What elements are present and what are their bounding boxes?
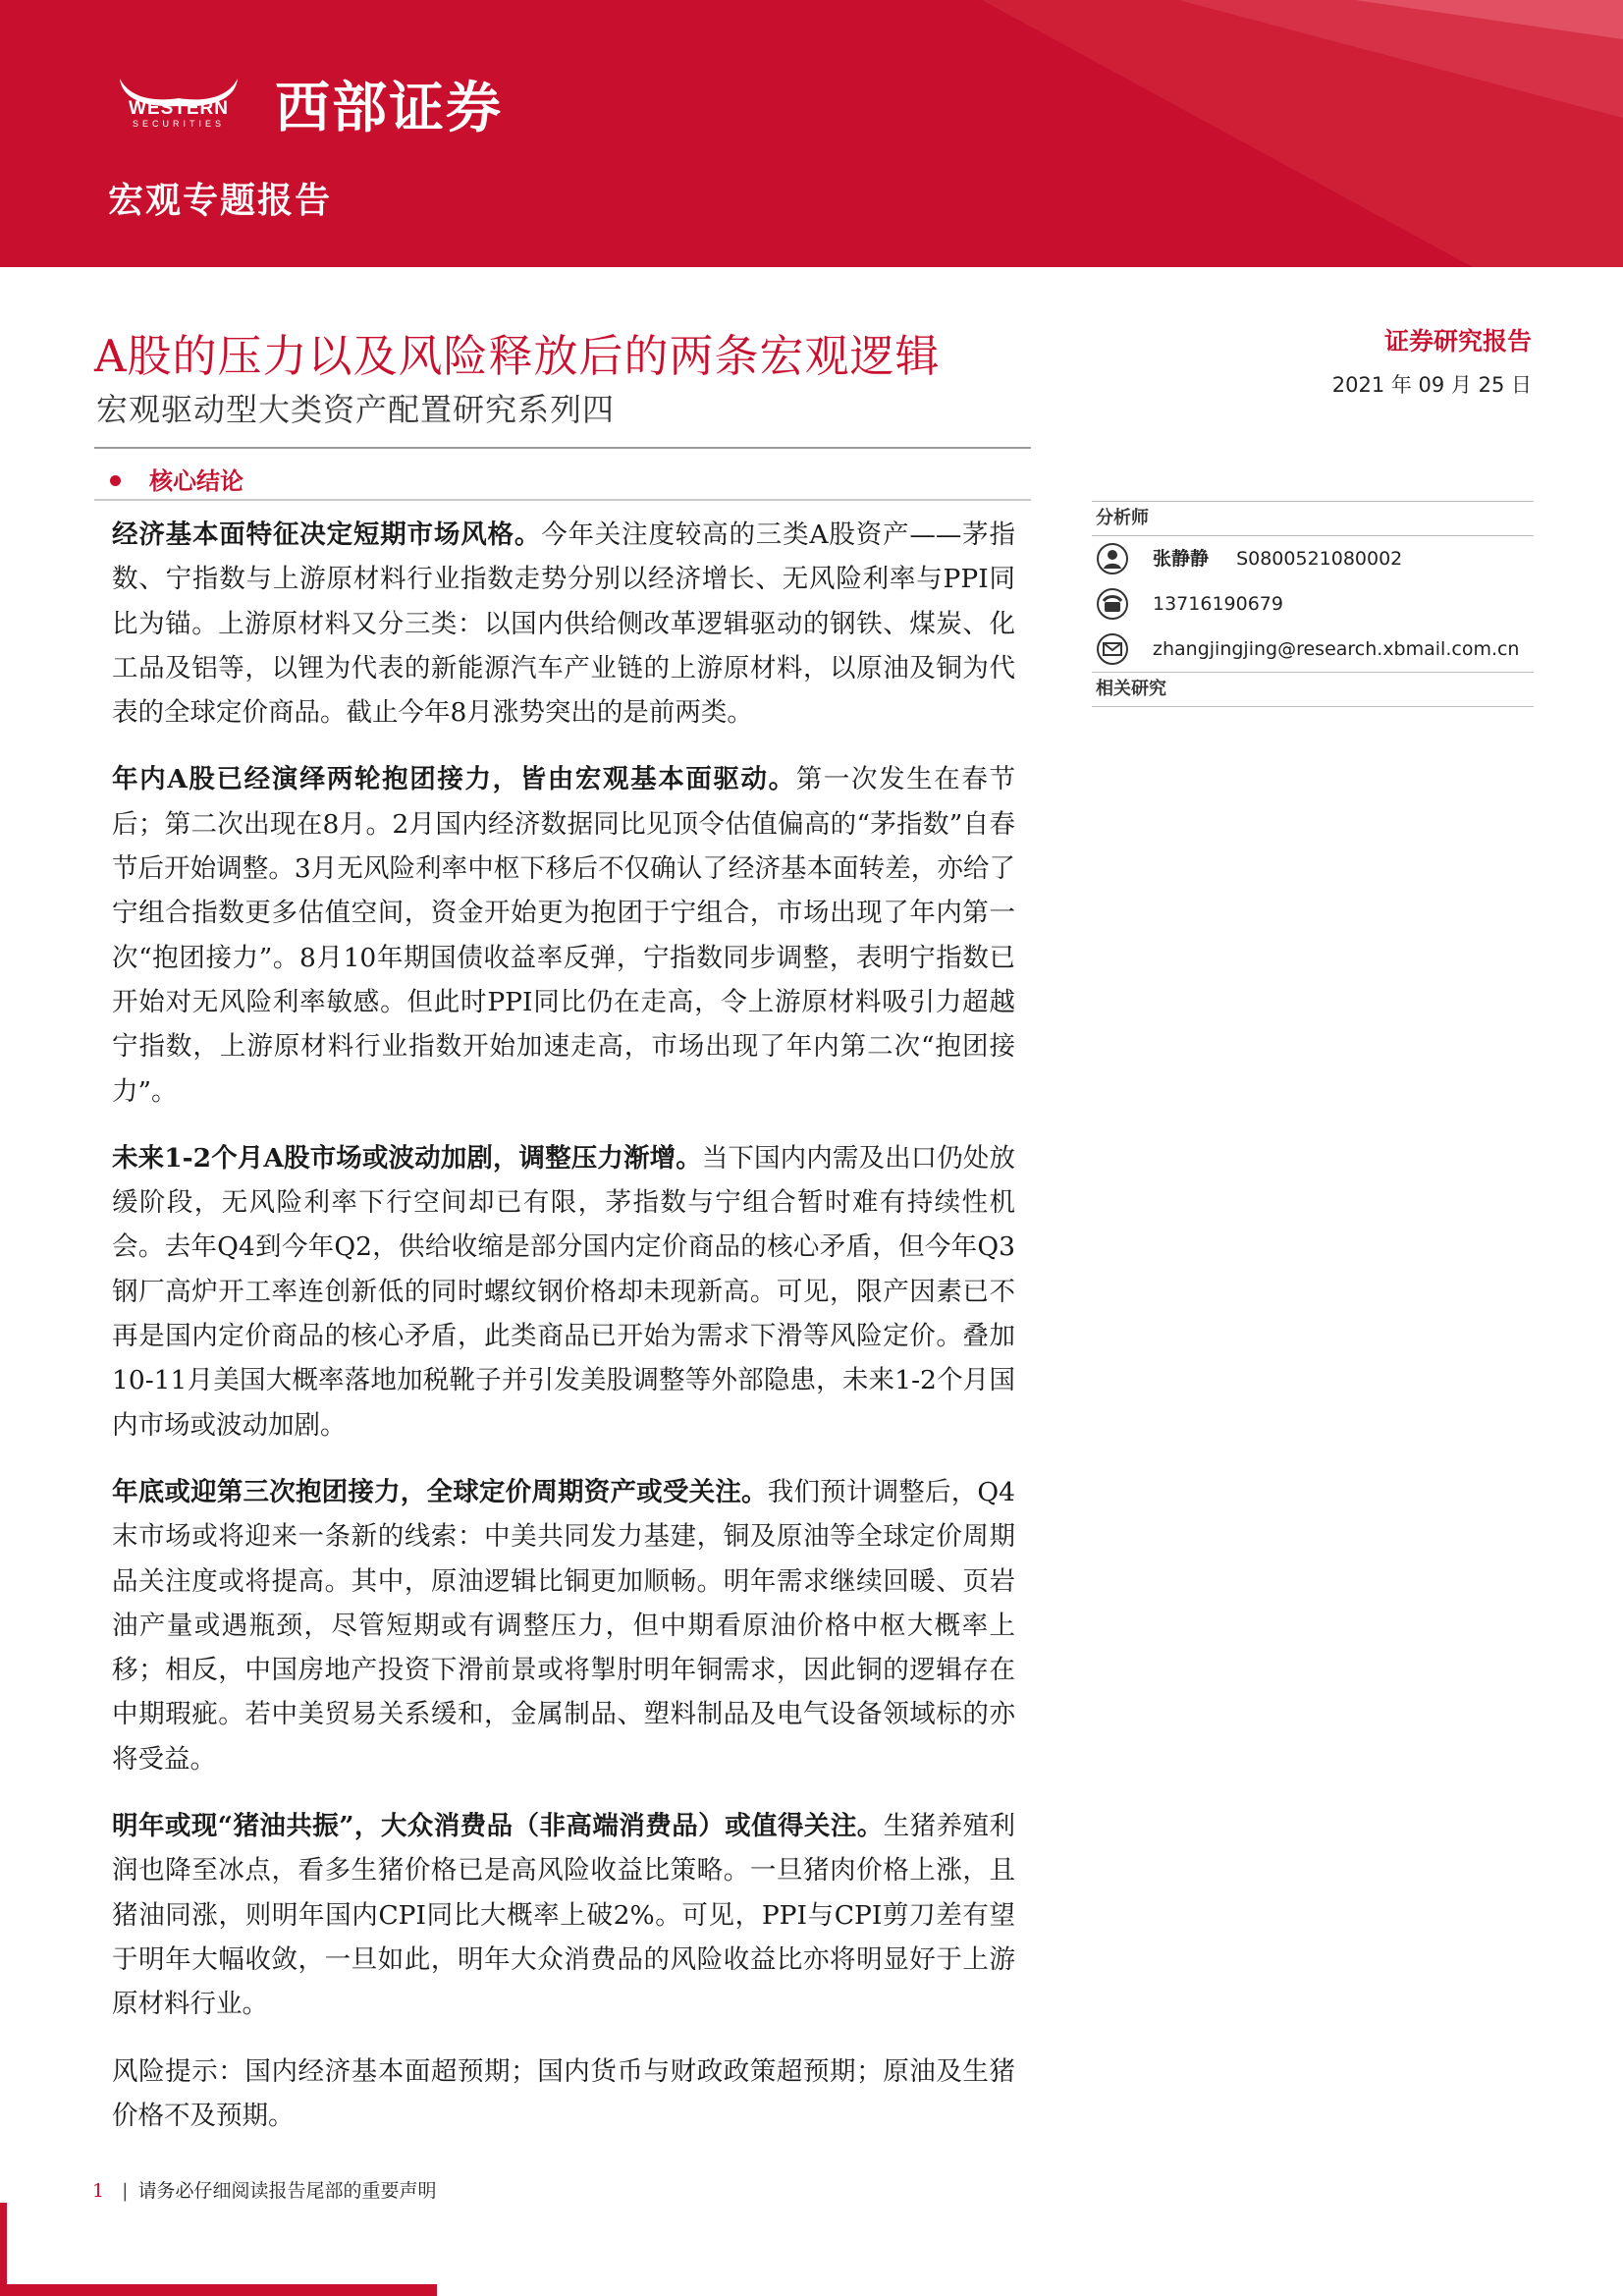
core-divider — [94, 499, 1031, 501]
footer-notice: 请务必仔细阅读报告尾部的重要声明 — [137, 2180, 437, 2202]
paragraph-text: 今年关注度较高的三类A股资产——茅指数、宁指数与上游原材料行业指数走势分别以经济增长、无风险利率与PPI同比为锚。上游原材料又分三类：以国内供给侧改革逻辑驱动的钢铁、煤炭、化工品及铝等，以锂为代表的新能源汽车产业链的上游原材料，以原油及铜为代表的全球定价商品。截止今年8月涨势突出的是前两类。 — [112, 519, 1016, 729]
related-research-label: 相关研究 — [1096, 679, 1166, 699]
sidebar — [1092, 501, 1534, 707]
paragraph-3 — [112, 1136, 1015, 1448]
footer — [92, 2176, 437, 2203]
sidebar-divider — [1092, 706, 1534, 707]
paragraph-lead: 未来1-2个月A股市场或波动加剧，调整压力渐增。 — [112, 1142, 702, 1174]
paragraph-lead: 年底或迎第三次抱团接力，全球定价周期资产或受关注。 — [112, 1476, 768, 1507]
page-number: 1 — [92, 2180, 105, 2202]
logo-chinese: 西部证券 — [275, 77, 503, 140]
report-date: 2021 年 09 月 25 日 — [1331, 373, 1532, 397]
core-conclusion-label: 核心结论 — [149, 466, 243, 495]
paragraph-lead: 年内A股已经演绎两轮抱团接力，皆由宏观基本面驱动。 — [112, 764, 796, 795]
logo-english-sub: SECURITIES — [132, 119, 225, 129]
corner-decoration-horizontal — [0, 2284, 437, 2296]
core-conclusion-body — [112, 513, 1015, 2160]
paragraph-text: 生猪养殖利润也降至冰点，看多生猪价格已是高风险收益比策略。一旦猪肉价格上涨，且猪油同涨，则明年国内CPI同比大概率上破2%。可见，PPI与CPI剪刀差有望于明年大幅收敛，一旦如此，明年大众消费品的风险收益比亦将明显好于上游原材料行业。 — [112, 1811, 1015, 2020]
paragraph-text: 第一次发生在春节后；第二次出现在8月。2月国内经济数据同比见顶令估值偏高的“茅指数”自春节后开始调整。3月无风险利率中枢下移后不仅确认了经济基本面转差，亦给了宁组合指数更多估值空间，资金开始更为抱团于宁组合，市场出现了年内第一次“抱团接力”。8月10年期国债收益率反弹，宁指数同步调整，表明宁指数已开始对无风险利率敏感。但此时PPI同比仍在走高，令上游原材料吸引力超越宁指数，上游原材料行业指数开始加速走高，市场出现了年内第二次“抱团接力”。 — [112, 764, 1016, 1107]
paragraph-text: 我们预计调整后，Q4末市场或将迎来一条新的线索：中美共同发力基建，铜及原油等全球定价周期品关注度或将提高。其中，原油逻辑比铜更加顺畅。明年需求继续回暖、页岩油产量或遇瓶颈，尽管短期或有调整压力，但中期看原油价格中枢大概率上移；相反，中国房地产投资下滑前景或将掣肘明年铜需求，因此铜的逻辑存在中期瑕疵。若中美贸易关系缓和，金属制品、塑料制品及电气设备领域标的亦将受益。 — [112, 1476, 1015, 1775]
paragraph-2 — [112, 757, 1015, 1113]
analyst-certificate: S0800521080002 — [1236, 548, 1403, 570]
footer-separator: | — [122, 2180, 129, 2202]
paragraph-text: 当下国内内需及出口仍处放缓阶段，无风险利率下行空间却已有限，茅指数与宁组合暂时难有持续性机会。去年Q4到今年Q2，供给收缩是部分国内定价商品的核心矛盾，但今年Q3钢厂高炉开工率连创新低的同时螺纹钢价格却未现新高。可见，限产因素已不再是国内定价商品的核心矛盾，此类商品已开始为需求下滑等风险定价。叠加10-11月美国大概率落地加税靴子并引发美股调整等外部隐患，未来1-2个月国内市场或波动加剧。 — [112, 1142, 1016, 1441]
paragraph-1 — [112, 513, 1015, 735]
bullet-dot-icon — [110, 475, 121, 486]
analyst-email[interactable]: zhangjingjing@research.xbmail.com.cn — [1153, 638, 1520, 660]
paragraph-text: 风险提示：国内经济基本面超预期；国内货币与财政政策超预期；原油及生猪价格不及预期。 — [112, 2055, 1015, 2131]
analyst-phone[interactable]: 13716190679 — [1153, 593, 1283, 615]
header-band — [0, 0, 1623, 267]
logo-english: WESTERN — [129, 98, 229, 119]
corner-decoration-vertical — [0, 2203, 7, 2296]
person-icon — [1096, 542, 1129, 575]
paragraph-lead: 经济基本面特征决定短期市场风格。 — [112, 519, 542, 550]
header-decoration — [0, 0, 1623, 267]
analyst-label: 分析师 — [1096, 508, 1149, 528]
risk-warning — [112, 2050, 1015, 2139]
paragraph-5 — [112, 1804, 1015, 2026]
analyst-phone-row — [1092, 581, 1534, 627]
paragraph-4 — [112, 1470, 1015, 1781]
phone-icon — [1096, 587, 1129, 621]
report-type: 宏观专题报告 — [108, 180, 333, 221]
title-divider — [94, 447, 1031, 449]
paragraph-lead: 明年或现“猪油共振”，大众消费品（非高端消费品）或值得关注。 — [112, 1811, 884, 1842]
analyst-name-row — [1092, 536, 1534, 581]
analyst-name: 张静静 — [1153, 548, 1210, 570]
page-title: A股的压力以及风险释放后的两条宏观逻辑 — [94, 330, 941, 382]
page-subtitle: 宏观驱动型大类资产配置研究系列四 — [96, 391, 616, 428]
analyst-email-row — [1092, 627, 1534, 672]
report-category: 证券研究报告 — [1383, 327, 1532, 355]
mail-icon — [1096, 632, 1129, 666]
